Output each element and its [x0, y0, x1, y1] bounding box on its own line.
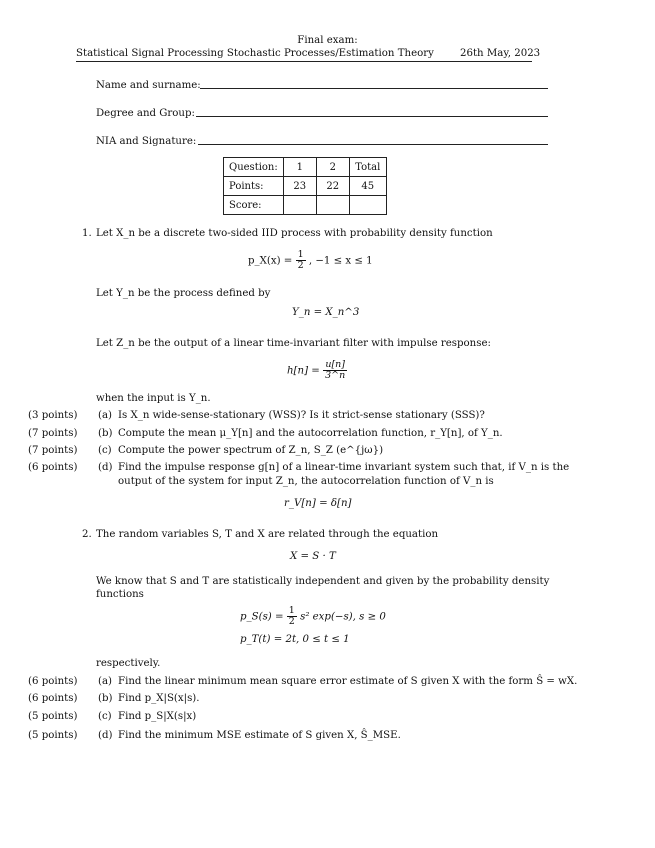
q2b-text: Find p_X|S(x|s). — [118, 693, 200, 704]
q1-z-def: Let Z_n be the output of a linear time-invariant filter with impulse response: — [96, 338, 491, 349]
q1b-label: (b) — [98, 428, 113, 439]
q1b-text: Compute the mean μ_Y[n] and the autocorrelation function, r_Y[n], of Y_n. — [118, 428, 503, 439]
table-cell: Question: — [224, 158, 284, 177]
q2-ps-den: 2 — [288, 615, 295, 627]
degree-label: Degree and Group: — [96, 108, 195, 119]
q1a-text: Is X_n wide-sense-stationary (WSS)? Is it strict-sense stationary (SSS)? — [118, 410, 485, 421]
q2a-text: Find the linear minimum mean square error estimate of S given X with the form Ŝ = wX. — [118, 676, 578, 687]
q2-intro: The random variables S, T and X are related through the equation — [96, 529, 439, 540]
table-cell: 23 — [283, 177, 316, 196]
q1d-text-line1: Find the impulse response g[n] of a linear-time invariant system such that, if V_n is the — [118, 462, 570, 473]
q2-ps-lhs: p_S(s) = — [240, 611, 284, 623]
q1-h-fraction — [323, 360, 347, 381]
q2d-text: Find the minimum MSE estimate of S given X, Ŝ_MSE. — [118, 730, 401, 741]
table-cell: 1 — [283, 158, 316, 177]
q1d-points: (6 points) — [28, 462, 78, 473]
q1-y-def: Let Y_n be the process defined by — [96, 288, 271, 299]
score-cell[interactable] — [316, 196, 349, 215]
q1a-label: (a) — [98, 410, 113, 421]
q2c-points: (5 points) — [28, 711, 78, 722]
q1-h-lhs: h[n] = — [287, 365, 320, 377]
nia-label: NIA and Signature: — [96, 136, 197, 147]
q2d-points: (5 points) — [28, 730, 78, 741]
score-cell[interactable] — [283, 196, 316, 215]
course-name: Statistical Signal Processing Stochastic Processes/Estimation Theory — [76, 48, 434, 59]
table-cell: Total — [349, 158, 386, 177]
q2c-text: Find p_S|X(s|x) — [118, 711, 197, 722]
name-line[interactable] — [200, 88, 548, 89]
table-cell: 45 — [349, 177, 386, 196]
header-rule — [76, 61, 532, 62]
q2-ps-equation — [240, 606, 386, 627]
table-cell: 22 — [316, 177, 349, 196]
q2-ps-fraction — [287, 606, 297, 627]
exam-date: 26th May, 2023 — [460, 48, 541, 59]
q2a-label: (a) — [98, 676, 113, 687]
q2b-points: (6 points) — [28, 693, 78, 704]
nia-line[interactable] — [198, 144, 548, 145]
q1-number: 1. — [82, 228, 92, 239]
q1d-text-line2: output of the system for input Z_n, the autocorrelation function of V_n is — [118, 476, 494, 487]
q1-rv-equation: r_V[n] = δ[n] — [284, 498, 352, 509]
q1c-label: (c) — [98, 445, 112, 456]
table-cell: 2 — [316, 158, 349, 177]
q2-respectively: respectively. — [96, 658, 161, 669]
table-row — [224, 196, 387, 215]
exam-title: Final exam: — [297, 35, 358, 46]
q1-pdf-fraction — [296, 250, 306, 271]
q2a-points: (6 points) — [28, 676, 78, 687]
q1-pdf-cond: , −1 ≤ x ≤ 1 — [308, 255, 373, 267]
q1-input-text: when the input is Y_n. — [96, 393, 211, 404]
q1c-points: (7 points) — [28, 445, 78, 456]
q1b-points: (7 points) — [28, 428, 78, 439]
q2-ps-num: 1 — [288, 605, 295, 616]
q2-number: 2. — [82, 529, 92, 540]
q2c-label: (c) — [98, 711, 112, 722]
q1c-text: Compute the power spectrum of Z_n, S_Z (e^{jω}) — [118, 445, 384, 456]
q1a-points: (3 points) — [28, 410, 78, 421]
degree-line[interactable] — [196, 116, 548, 117]
q1-h-den: 3^n — [325, 369, 346, 381]
q2-pt-equation: p_T(t) = 2t, 0 ≤ t ≤ 1 — [240, 634, 350, 645]
score-table — [223, 157, 387, 215]
q2d-label: (d) — [98, 730, 113, 741]
q2-ps-rhs: s² exp(−s), s ≥ 0 — [300, 611, 386, 623]
q1-h-num: u[n] — [323, 360, 347, 371]
q1-pdf-den: 2 — [297, 259, 304, 271]
q2-indep-line1: We know that S and T are statistically independent and given by the probability density — [96, 576, 550, 587]
q1-y-equation: Y_n = X_n^3 — [292, 307, 360, 318]
q2-x-equation: X = S · T — [290, 551, 336, 562]
q1-pdf-lhs: p_X(x) = — [248, 255, 293, 267]
q1-pdf-num: 1 — [297, 249, 304, 260]
q1d-label: (d) — [98, 462, 113, 473]
table-row — [224, 158, 387, 177]
score-cell[interactable] — [349, 196, 386, 215]
q2-indep-line2: functions — [96, 589, 144, 600]
q1-intro: Let X_n be a discrete two-sided IID process with probability density function — [96, 228, 493, 239]
table-cell: Score: — [224, 196, 284, 215]
table-row — [224, 177, 387, 196]
q1-pdf-equation — [248, 250, 373, 271]
table-cell: Points: — [224, 177, 284, 196]
q1-h-equation — [287, 360, 347, 381]
name-label: Name and surname: — [96, 80, 201, 91]
q2b-label: (b) — [98, 693, 113, 704]
